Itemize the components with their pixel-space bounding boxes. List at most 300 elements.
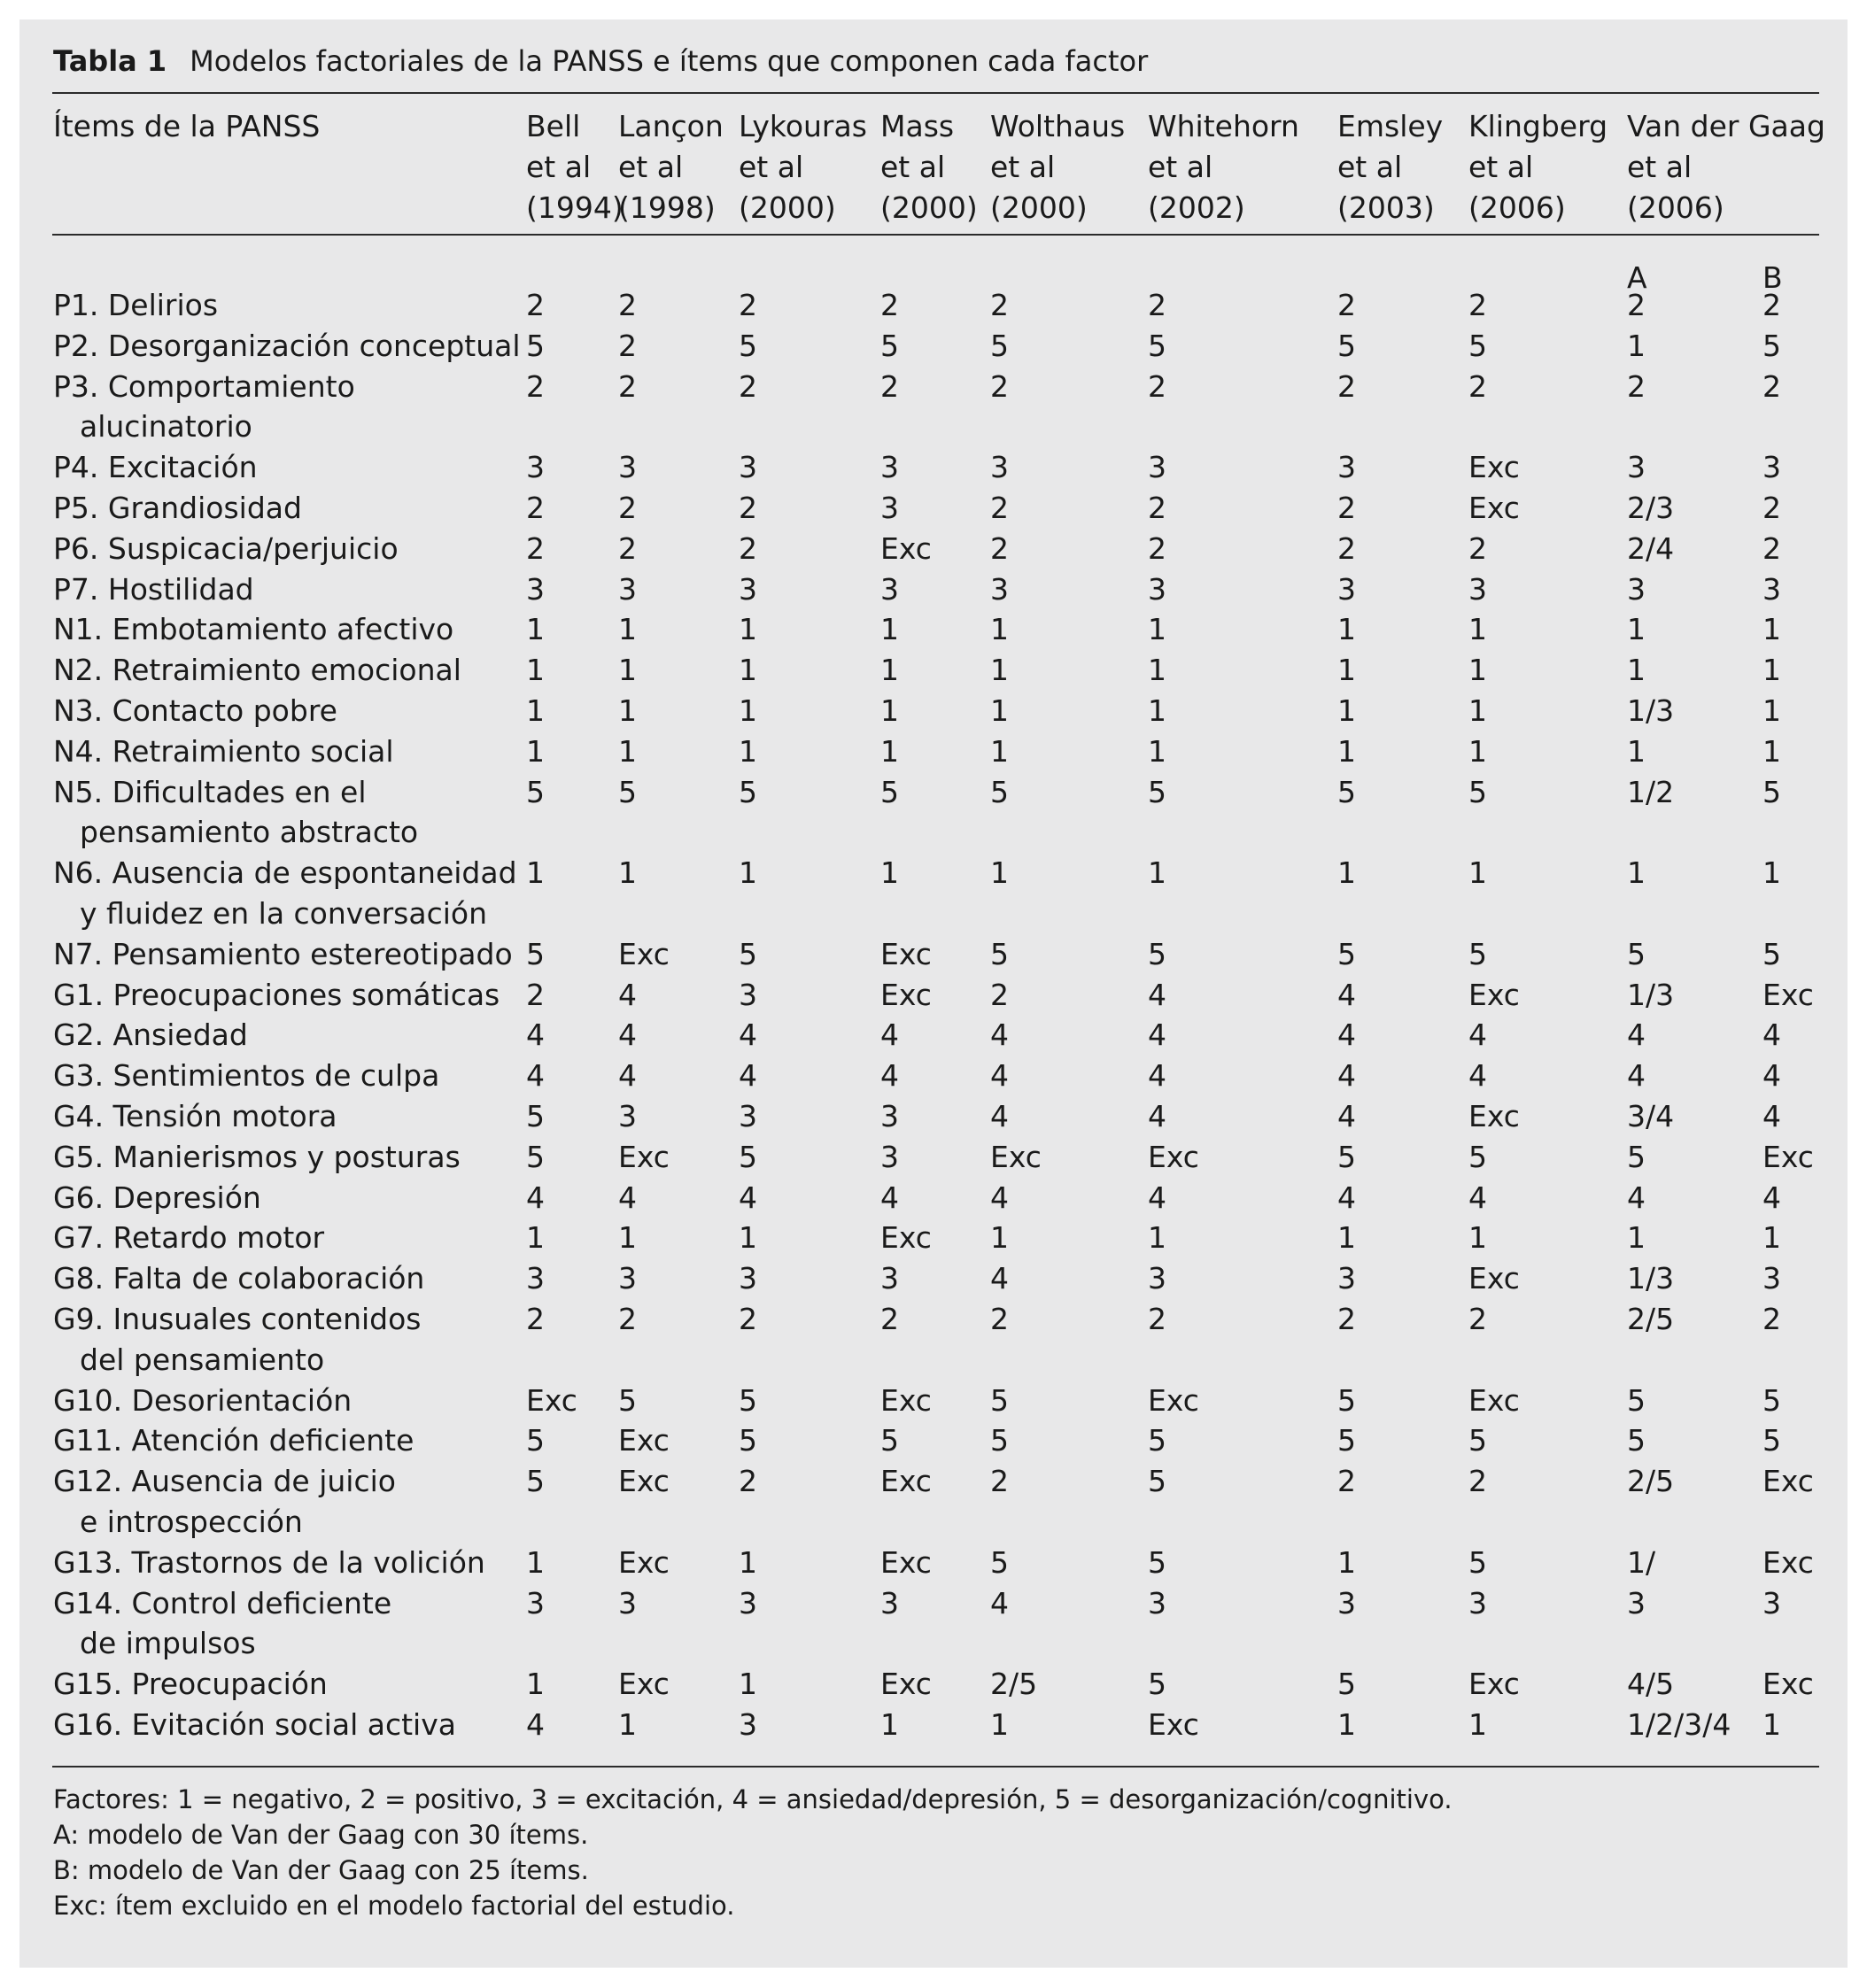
factor-cell: 2 bbox=[1468, 288, 1487, 322]
note-a: A: modelo de Van der Gaag con 30 ítems. bbox=[53, 1820, 589, 1850]
factor-cell: 1 bbox=[739, 693, 757, 728]
header-study-year: (2002) bbox=[1148, 190, 1245, 225]
factor-cell: 2/5 bbox=[990, 1667, 1038, 1702]
item-label: G2. Ansiedad bbox=[53, 1017, 248, 1053]
factor-cell: 5 bbox=[990, 1423, 1009, 1458]
factor-cell: 2 bbox=[526, 977, 545, 1012]
item-label: N1. Embotamiento afectivo bbox=[53, 612, 454, 647]
item-label: P7. Hostilidad bbox=[53, 571, 254, 607]
factor-cell: 1 bbox=[618, 693, 637, 728]
factor-cell: 5 bbox=[618, 774, 637, 809]
factor-cell: 5 bbox=[1762, 774, 1781, 809]
factor-cell: Exc bbox=[880, 1382, 932, 1418]
factor-cell: 1 bbox=[880, 693, 899, 728]
item-label: P6. Suspicacia/perjuicio bbox=[53, 530, 399, 566]
header-study-etal: et al bbox=[1148, 150, 1213, 184]
item-label: G9. Inusuales contenidos bbox=[53, 1302, 422, 1336]
factor-cell: 5 bbox=[1762, 328, 1781, 363]
header-study-name: Bell bbox=[526, 109, 581, 143]
header-study-year: (2000) bbox=[880, 190, 978, 225]
factor-cell: Exc bbox=[1762, 977, 1814, 1012]
factor-cell: 3 bbox=[1148, 1585, 1166, 1621]
factor-cell: 2 bbox=[1468, 368, 1487, 404]
item-label: G15. Preocupación bbox=[53, 1667, 328, 1702]
header-study bbox=[1627, 106, 1825, 228]
factor-cell: 1 bbox=[1148, 855, 1166, 891]
item-label: G16. Evitación social activa bbox=[53, 1707, 456, 1742]
factor-cell: 1 bbox=[1148, 612, 1166, 647]
factor-cell: 4 bbox=[880, 1058, 899, 1094]
factor-cell: 2 bbox=[1627, 368, 1646, 404]
factor-cell: 1 bbox=[526, 1220, 545, 1256]
factor-cell: 5 bbox=[1762, 1382, 1781, 1418]
item-label: G12. Ausencia de juicio bbox=[53, 1464, 396, 1499]
factor-cell: Exc bbox=[880, 936, 932, 971]
factor-cell: 3 bbox=[1468, 1585, 1487, 1621]
header-study-etal: et al bbox=[526, 150, 592, 184]
header-study bbox=[1337, 106, 1443, 228]
factor-cell: 3 bbox=[739, 977, 757, 1012]
factor-cell: 5 bbox=[1762, 936, 1781, 971]
factor-cell: 1 bbox=[990, 612, 1009, 647]
factor-cell: 2/5 bbox=[1627, 1302, 1675, 1336]
factor-cell: 1 bbox=[526, 1667, 545, 1702]
factor-cell: 5 bbox=[526, 1139, 545, 1174]
factor-cell: 1/2 bbox=[1627, 774, 1675, 809]
factor-cell: 4/5 bbox=[1627, 1667, 1675, 1702]
factor-cell: 4 bbox=[880, 1017, 899, 1053]
factor-cell: 4 bbox=[618, 1017, 637, 1053]
factor-cell: 1 bbox=[1337, 653, 1356, 688]
factor-cell: 1 bbox=[618, 1707, 637, 1742]
factor-cell: 1 bbox=[1627, 653, 1646, 688]
factor-cell: 1 bbox=[526, 733, 545, 769]
factor-cell: 3 bbox=[880, 491, 899, 525]
factor-cell: 5 bbox=[990, 774, 1009, 809]
factor-cell: 2 bbox=[1337, 1464, 1356, 1499]
factor-cell: 1 bbox=[990, 733, 1009, 769]
factor-cell: 1/3 bbox=[1627, 1261, 1675, 1296]
factor-cell: 1 bbox=[739, 855, 757, 891]
factor-cell: 1 bbox=[1337, 1544, 1356, 1580]
factor-cell: 4 bbox=[990, 1099, 1009, 1133]
factor-cell: 1 bbox=[1468, 733, 1487, 769]
factor-cell: 5 bbox=[1148, 1423, 1166, 1458]
factor-cell: Exc bbox=[1148, 1382, 1199, 1418]
factor-cell: 3 bbox=[880, 1139, 899, 1174]
factor-cell: 4 bbox=[618, 977, 637, 1012]
factor-cell: 5 bbox=[1337, 328, 1356, 363]
factor-cell: Exc bbox=[880, 1667, 932, 1702]
factor-cell: 1 bbox=[1762, 855, 1781, 891]
header-study bbox=[880, 106, 978, 228]
factor-cell: 5 bbox=[1337, 1423, 1356, 1458]
item-label: P1. Delirios bbox=[53, 288, 219, 322]
factor-cell: 4 bbox=[1148, 1058, 1166, 1094]
factor-cell: 3 bbox=[1148, 571, 1166, 607]
factor-cell: 2 bbox=[1337, 368, 1356, 404]
header-study-etal: et al bbox=[1627, 150, 1693, 184]
factor-cell: 5 bbox=[618, 1382, 637, 1418]
factor-cell: Exc bbox=[880, 1544, 932, 1580]
factor-cell: 1/2/3/4 bbox=[1627, 1707, 1731, 1742]
factor-cell: 1 bbox=[990, 653, 1009, 688]
factor-cell: 4 bbox=[526, 1707, 545, 1742]
factor-cell: 1 bbox=[526, 1544, 545, 1580]
factor-cell: 5 bbox=[880, 1423, 899, 1458]
factor-cell: 3 bbox=[1762, 571, 1781, 607]
factor-cell: Exc bbox=[1468, 1667, 1520, 1702]
factor-cell: 1 bbox=[618, 612, 637, 647]
header-study-year: (2006) bbox=[1627, 190, 1724, 225]
factor-cell: 2 bbox=[1148, 491, 1166, 525]
factor-cell: 5 bbox=[1148, 1544, 1166, 1580]
factor-cell: 5 bbox=[739, 1139, 757, 1174]
factor-cell: 2 bbox=[1468, 1302, 1487, 1336]
note-b: B: modelo de Van der Gaag con 25 ítems. bbox=[53, 1855, 589, 1885]
factor-cell: 5 bbox=[739, 774, 757, 809]
factor-cell: 1/3 bbox=[1627, 977, 1675, 1012]
factor-cell: 2 bbox=[990, 368, 1009, 404]
factor-cell: 1 bbox=[1468, 693, 1487, 728]
factor-cell: 3 bbox=[1627, 450, 1646, 485]
factor-cell: 5 bbox=[1337, 1139, 1356, 1174]
factor-cell: 1 bbox=[1762, 1707, 1781, 1742]
factor-cell: 4 bbox=[618, 1058, 637, 1094]
factor-cell: Exc bbox=[526, 1382, 577, 1418]
factor-cell: 1 bbox=[526, 855, 545, 891]
factor-cell: 2 bbox=[1627, 288, 1646, 322]
factor-cell: 3 bbox=[880, 1099, 899, 1133]
factor-cell: 4 bbox=[1337, 977, 1356, 1012]
factor-cell: 1 bbox=[739, 1544, 757, 1580]
factor-cell: 1 bbox=[618, 855, 637, 891]
factor-cell: 3 bbox=[880, 571, 899, 607]
factor-cell: 5 bbox=[990, 1382, 1009, 1418]
header-study-name: Van der Gaag bbox=[1627, 109, 1825, 143]
factor-cell: 4 bbox=[1337, 1017, 1356, 1053]
factor-cell: 5 bbox=[526, 328, 545, 363]
factor-cell: 2 bbox=[880, 368, 899, 404]
factor-cell: 3 bbox=[880, 450, 899, 485]
factor-cell: 2 bbox=[1762, 491, 1781, 525]
factor-cell: 2 bbox=[1762, 1302, 1781, 1336]
item-label: N5. Dificultades en el bbox=[53, 774, 367, 809]
factor-cell: 2 bbox=[880, 1302, 899, 1336]
factor-cell: 2 bbox=[880, 288, 899, 322]
factor-cell: 2 bbox=[1762, 368, 1781, 404]
factor-cell: 3 bbox=[880, 1585, 899, 1621]
factor-cell: 4 bbox=[1148, 1099, 1166, 1133]
header-study-year: (2006) bbox=[1468, 190, 1566, 225]
factor-cell: 2 bbox=[618, 530, 637, 566]
factor-cell: 2 bbox=[618, 328, 637, 363]
factor-cell: 3 bbox=[739, 1261, 757, 1296]
factor-cell: 1 bbox=[1762, 612, 1781, 647]
item-label: P4. Excitación bbox=[53, 450, 258, 485]
factor-cell: 5 bbox=[1148, 936, 1166, 971]
header-study-etal: et al bbox=[1337, 150, 1403, 184]
factor-cell: 1 bbox=[739, 1220, 757, 1256]
factor-cell: 3 bbox=[739, 571, 757, 607]
item-label: N3. Contacto pobre bbox=[53, 693, 337, 728]
factor-cell: 3 bbox=[1468, 571, 1487, 607]
factor-cell: 5 bbox=[1148, 328, 1166, 363]
factor-cell: 1 bbox=[739, 612, 757, 647]
factor-cell: 2 bbox=[739, 288, 757, 322]
item-label-continued: pensamiento abstracto bbox=[80, 815, 419, 850]
factor-cell: 4 bbox=[1337, 1058, 1356, 1094]
factor-cell: Exc bbox=[618, 1139, 670, 1174]
factor-cell: 4 bbox=[1762, 1017, 1781, 1053]
factor-cell: 3 bbox=[1148, 1261, 1166, 1296]
bottom-rule bbox=[52, 1766, 1819, 1768]
factor-cell: 2 bbox=[618, 491, 637, 525]
header-study-year: (2003) bbox=[1337, 190, 1435, 225]
factor-cell: 3 bbox=[526, 1585, 545, 1621]
factor-cell: 1 bbox=[880, 733, 899, 769]
factor-cell: 5 bbox=[526, 774, 545, 809]
header-study bbox=[739, 106, 867, 228]
factor-cell: 2 bbox=[526, 491, 545, 525]
factor-cell: 2 bbox=[1762, 288, 1781, 322]
table-notes bbox=[53, 1782, 1453, 1923]
factor-cell: 1 bbox=[1148, 693, 1166, 728]
factor-cell: 2 bbox=[739, 491, 757, 525]
factor-cell: 5 bbox=[1627, 1382, 1646, 1418]
factor-cell: Exc bbox=[990, 1139, 1042, 1174]
factor-cell: 4 bbox=[1762, 1099, 1781, 1133]
factor-cell: 1 bbox=[1627, 328, 1646, 363]
item-label: G5. Manierismos y posturas bbox=[53, 1139, 461, 1174]
factor-cell: 4 bbox=[990, 1585, 1009, 1621]
factor-cell: Exc bbox=[1148, 1139, 1199, 1174]
factor-cell: 4 bbox=[1148, 1017, 1166, 1053]
factor-cell: 5 bbox=[1468, 936, 1487, 971]
factor-cell: 3 bbox=[618, 450, 637, 485]
factor-cell: Exc bbox=[1468, 450, 1520, 485]
factor-cell: 5 bbox=[739, 328, 757, 363]
factor-cell: 1 bbox=[880, 653, 899, 688]
factor-cell: 1 bbox=[990, 1220, 1009, 1256]
item-label-continued: e introspección bbox=[80, 1504, 303, 1539]
header-rule bbox=[52, 234, 1819, 236]
header-study-name: Emsley bbox=[1337, 109, 1444, 143]
table-caption bbox=[53, 44, 1148, 78]
header-items-col: Ítems de la PANSS bbox=[53, 109, 321, 143]
factor-cell: 3 bbox=[1627, 1585, 1646, 1621]
factor-cell: 2 bbox=[526, 1302, 545, 1336]
factor-cell: 2 bbox=[1762, 530, 1781, 566]
factor-cell: 2 bbox=[1148, 530, 1166, 566]
item-label: G3. Sentimientos de culpa bbox=[53, 1058, 440, 1094]
factor-cell: Exc bbox=[1468, 977, 1520, 1012]
factor-cell: 5 bbox=[1337, 1382, 1356, 1418]
item-label: G8. Falta de colaboración bbox=[53, 1261, 425, 1296]
header-study-year: (2000) bbox=[990, 190, 1088, 225]
header-study-year: (1998) bbox=[618, 190, 716, 225]
subheader-b: B bbox=[1762, 260, 1783, 295]
factor-cell: Exc bbox=[1468, 1382, 1520, 1418]
factor-cell: 5 bbox=[739, 936, 757, 971]
factor-cell: 4 bbox=[739, 1017, 757, 1053]
factor-cell: 5 bbox=[1468, 1139, 1487, 1174]
factor-cell: 1 bbox=[1627, 612, 1646, 647]
factor-cell: 1 bbox=[1468, 612, 1487, 647]
factor-cell: 3 bbox=[739, 450, 757, 485]
factor-cell: 1 bbox=[1337, 693, 1356, 728]
factor-cell: 4 bbox=[739, 1180, 757, 1215]
factor-cell: 2 bbox=[1468, 530, 1487, 566]
factor-cell: 2/5 bbox=[1627, 1464, 1675, 1499]
factor-cell: 2 bbox=[618, 288, 637, 322]
factor-cell: 4 bbox=[1468, 1058, 1487, 1094]
factor-cell: 2 bbox=[990, 1464, 1009, 1499]
factor-cell: Exc bbox=[1468, 1261, 1520, 1296]
factor-cell: 1 bbox=[739, 653, 757, 688]
table-label: Tabla 1 bbox=[53, 44, 167, 78]
factor-cell: 5 bbox=[880, 328, 899, 363]
factor-cell: 1 bbox=[990, 855, 1009, 891]
item-label: P3. Comportamiento bbox=[53, 368, 355, 404]
factor-cell: 3 bbox=[526, 1261, 545, 1296]
factor-cell: 1 bbox=[1148, 1220, 1166, 1256]
factor-cell: 3 bbox=[1148, 450, 1166, 485]
factor-cell: 1 bbox=[1468, 653, 1487, 688]
factor-cell: Exc bbox=[880, 530, 932, 566]
factor-cell: 2 bbox=[1337, 530, 1356, 566]
header-study-name: Whitehorn bbox=[1148, 109, 1299, 143]
factor-cell: 1 bbox=[1468, 1707, 1487, 1742]
header-study bbox=[990, 106, 1125, 228]
table-panel bbox=[19, 19, 1848, 1968]
factor-cell: 2 bbox=[1148, 288, 1166, 322]
factor-cell: Exc bbox=[618, 1423, 670, 1458]
factor-cell: Exc bbox=[1468, 1099, 1520, 1133]
item-label-continued: de impulsos bbox=[80, 1626, 256, 1661]
factor-cell: 3 bbox=[618, 571, 637, 607]
factor-cell: 2 bbox=[990, 491, 1009, 525]
factor-cell: 5 bbox=[990, 1544, 1009, 1580]
header-study bbox=[526, 106, 624, 228]
factor-cell: 2 bbox=[1337, 288, 1356, 322]
factor-cell: Exc bbox=[1762, 1139, 1814, 1174]
item-label: G10. Desorientación bbox=[53, 1382, 352, 1418]
factor-cell: 4 bbox=[880, 1180, 899, 1215]
factor-cell: 3 bbox=[880, 1261, 899, 1296]
factor-cell: 1 bbox=[526, 653, 545, 688]
factor-cell: 5 bbox=[1337, 1667, 1356, 1702]
factor-cell: 5 bbox=[1762, 1423, 1781, 1458]
note-exc: Exc: ítem excluido en el modelo factorial del estudio. bbox=[53, 1891, 735, 1921]
factor-cell: 3 bbox=[1762, 1585, 1781, 1621]
factor-cell: Exc bbox=[618, 936, 670, 971]
factor-cell: 1 bbox=[739, 733, 757, 769]
factor-cell: 1 bbox=[1337, 1707, 1356, 1742]
factor-cell: 5 bbox=[739, 1382, 757, 1418]
factor-cell: 1 bbox=[1468, 855, 1487, 891]
factor-cell: 1 bbox=[1627, 1220, 1646, 1256]
factor-cell: 2/4 bbox=[1627, 530, 1675, 566]
factor-cell: 2 bbox=[739, 1464, 757, 1499]
factor-cell: 3 bbox=[1627, 571, 1646, 607]
factor-cell: 3 bbox=[1762, 1261, 1781, 1296]
factor-cell: 2/3 bbox=[1627, 491, 1675, 525]
factor-cell: 5 bbox=[1468, 328, 1487, 363]
factor-cell: 5 bbox=[990, 328, 1009, 363]
factor-cell: 5 bbox=[1627, 936, 1646, 971]
factor-cell: 2 bbox=[1468, 1464, 1487, 1499]
factor-cell: 1 bbox=[880, 612, 899, 647]
factor-cell: 1/ bbox=[1627, 1544, 1656, 1580]
header-study-etal: et al bbox=[618, 150, 684, 184]
factor-cell: 3 bbox=[1337, 450, 1356, 485]
factor-cell: 4 bbox=[1337, 1099, 1356, 1133]
factor-cell: 4 bbox=[990, 1261, 1009, 1296]
item-label: N6. Ausencia de espontaneidad bbox=[53, 855, 517, 891]
item-label: G11. Atención deficiente bbox=[53, 1423, 414, 1458]
header-study-year: (1994) bbox=[526, 190, 624, 225]
header-study-name: Wolthaus bbox=[990, 109, 1126, 143]
factor-cell: 4 bbox=[990, 1180, 1009, 1215]
factor-cell: 3 bbox=[618, 1585, 637, 1621]
header-study-name: Mass bbox=[880, 109, 955, 143]
factor-cell: 1 bbox=[1337, 855, 1356, 891]
item-label: G13. Trastornos de la volición bbox=[53, 1544, 485, 1580]
factor-cell: 4 bbox=[1148, 1180, 1166, 1215]
factor-cell: 5 bbox=[526, 1464, 545, 1499]
factor-cell: 2 bbox=[990, 530, 1009, 566]
factor-cell: 4 bbox=[526, 1017, 545, 1053]
factor-cell: 2 bbox=[1148, 1302, 1166, 1336]
item-label: P2. Desorganización conceptual bbox=[53, 328, 521, 363]
factor-cell: 5 bbox=[1468, 1544, 1487, 1580]
factor-cell: 2 bbox=[526, 530, 545, 566]
factor-cell: 1 bbox=[526, 612, 545, 647]
factor-cell: 3 bbox=[1337, 1585, 1356, 1621]
item-label: N7. Pensamiento estereotipado bbox=[53, 936, 513, 971]
header-study-etal: et al bbox=[990, 150, 1056, 184]
factor-cell: Exc bbox=[880, 1464, 932, 1499]
factor-cell: 4 bbox=[1337, 1180, 1356, 1215]
factor-cell: 5 bbox=[1337, 936, 1356, 971]
factor-cell: Exc bbox=[1148, 1707, 1199, 1742]
factor-cell: 1 bbox=[880, 1707, 899, 1742]
factor-cell: 3 bbox=[990, 571, 1009, 607]
factor-cell: 5 bbox=[739, 1423, 757, 1458]
factor-cell: 1 bbox=[1762, 653, 1781, 688]
header-study-etal: et al bbox=[880, 150, 946, 184]
factor-cell: 1 bbox=[990, 1707, 1009, 1742]
factor-cell: 5 bbox=[1148, 774, 1166, 809]
header-study-year: (2000) bbox=[739, 190, 836, 225]
table-title: Modelos factoriales de la PANSS e ítems que componen cada factor bbox=[190, 44, 1149, 78]
factor-cell: 2 bbox=[526, 288, 545, 322]
factor-cell: Exc bbox=[1762, 1544, 1814, 1580]
factor-cell: 5 bbox=[1337, 774, 1356, 809]
header-study-name: Lançon bbox=[618, 109, 724, 143]
item-label: G6. Depresión bbox=[53, 1180, 261, 1215]
factor-cell: 5 bbox=[880, 774, 899, 809]
factor-cell: 3 bbox=[739, 1099, 757, 1133]
factor-cell: 1 bbox=[739, 1667, 757, 1702]
factor-cell: 2 bbox=[990, 977, 1009, 1012]
factor-cell: 4 bbox=[618, 1180, 637, 1215]
factor-cell: 1 bbox=[1337, 612, 1356, 647]
factor-cell: 4 bbox=[1148, 977, 1166, 1012]
factor-cell: 1 bbox=[1148, 733, 1166, 769]
item-label: G7. Retardo motor bbox=[53, 1220, 325, 1256]
